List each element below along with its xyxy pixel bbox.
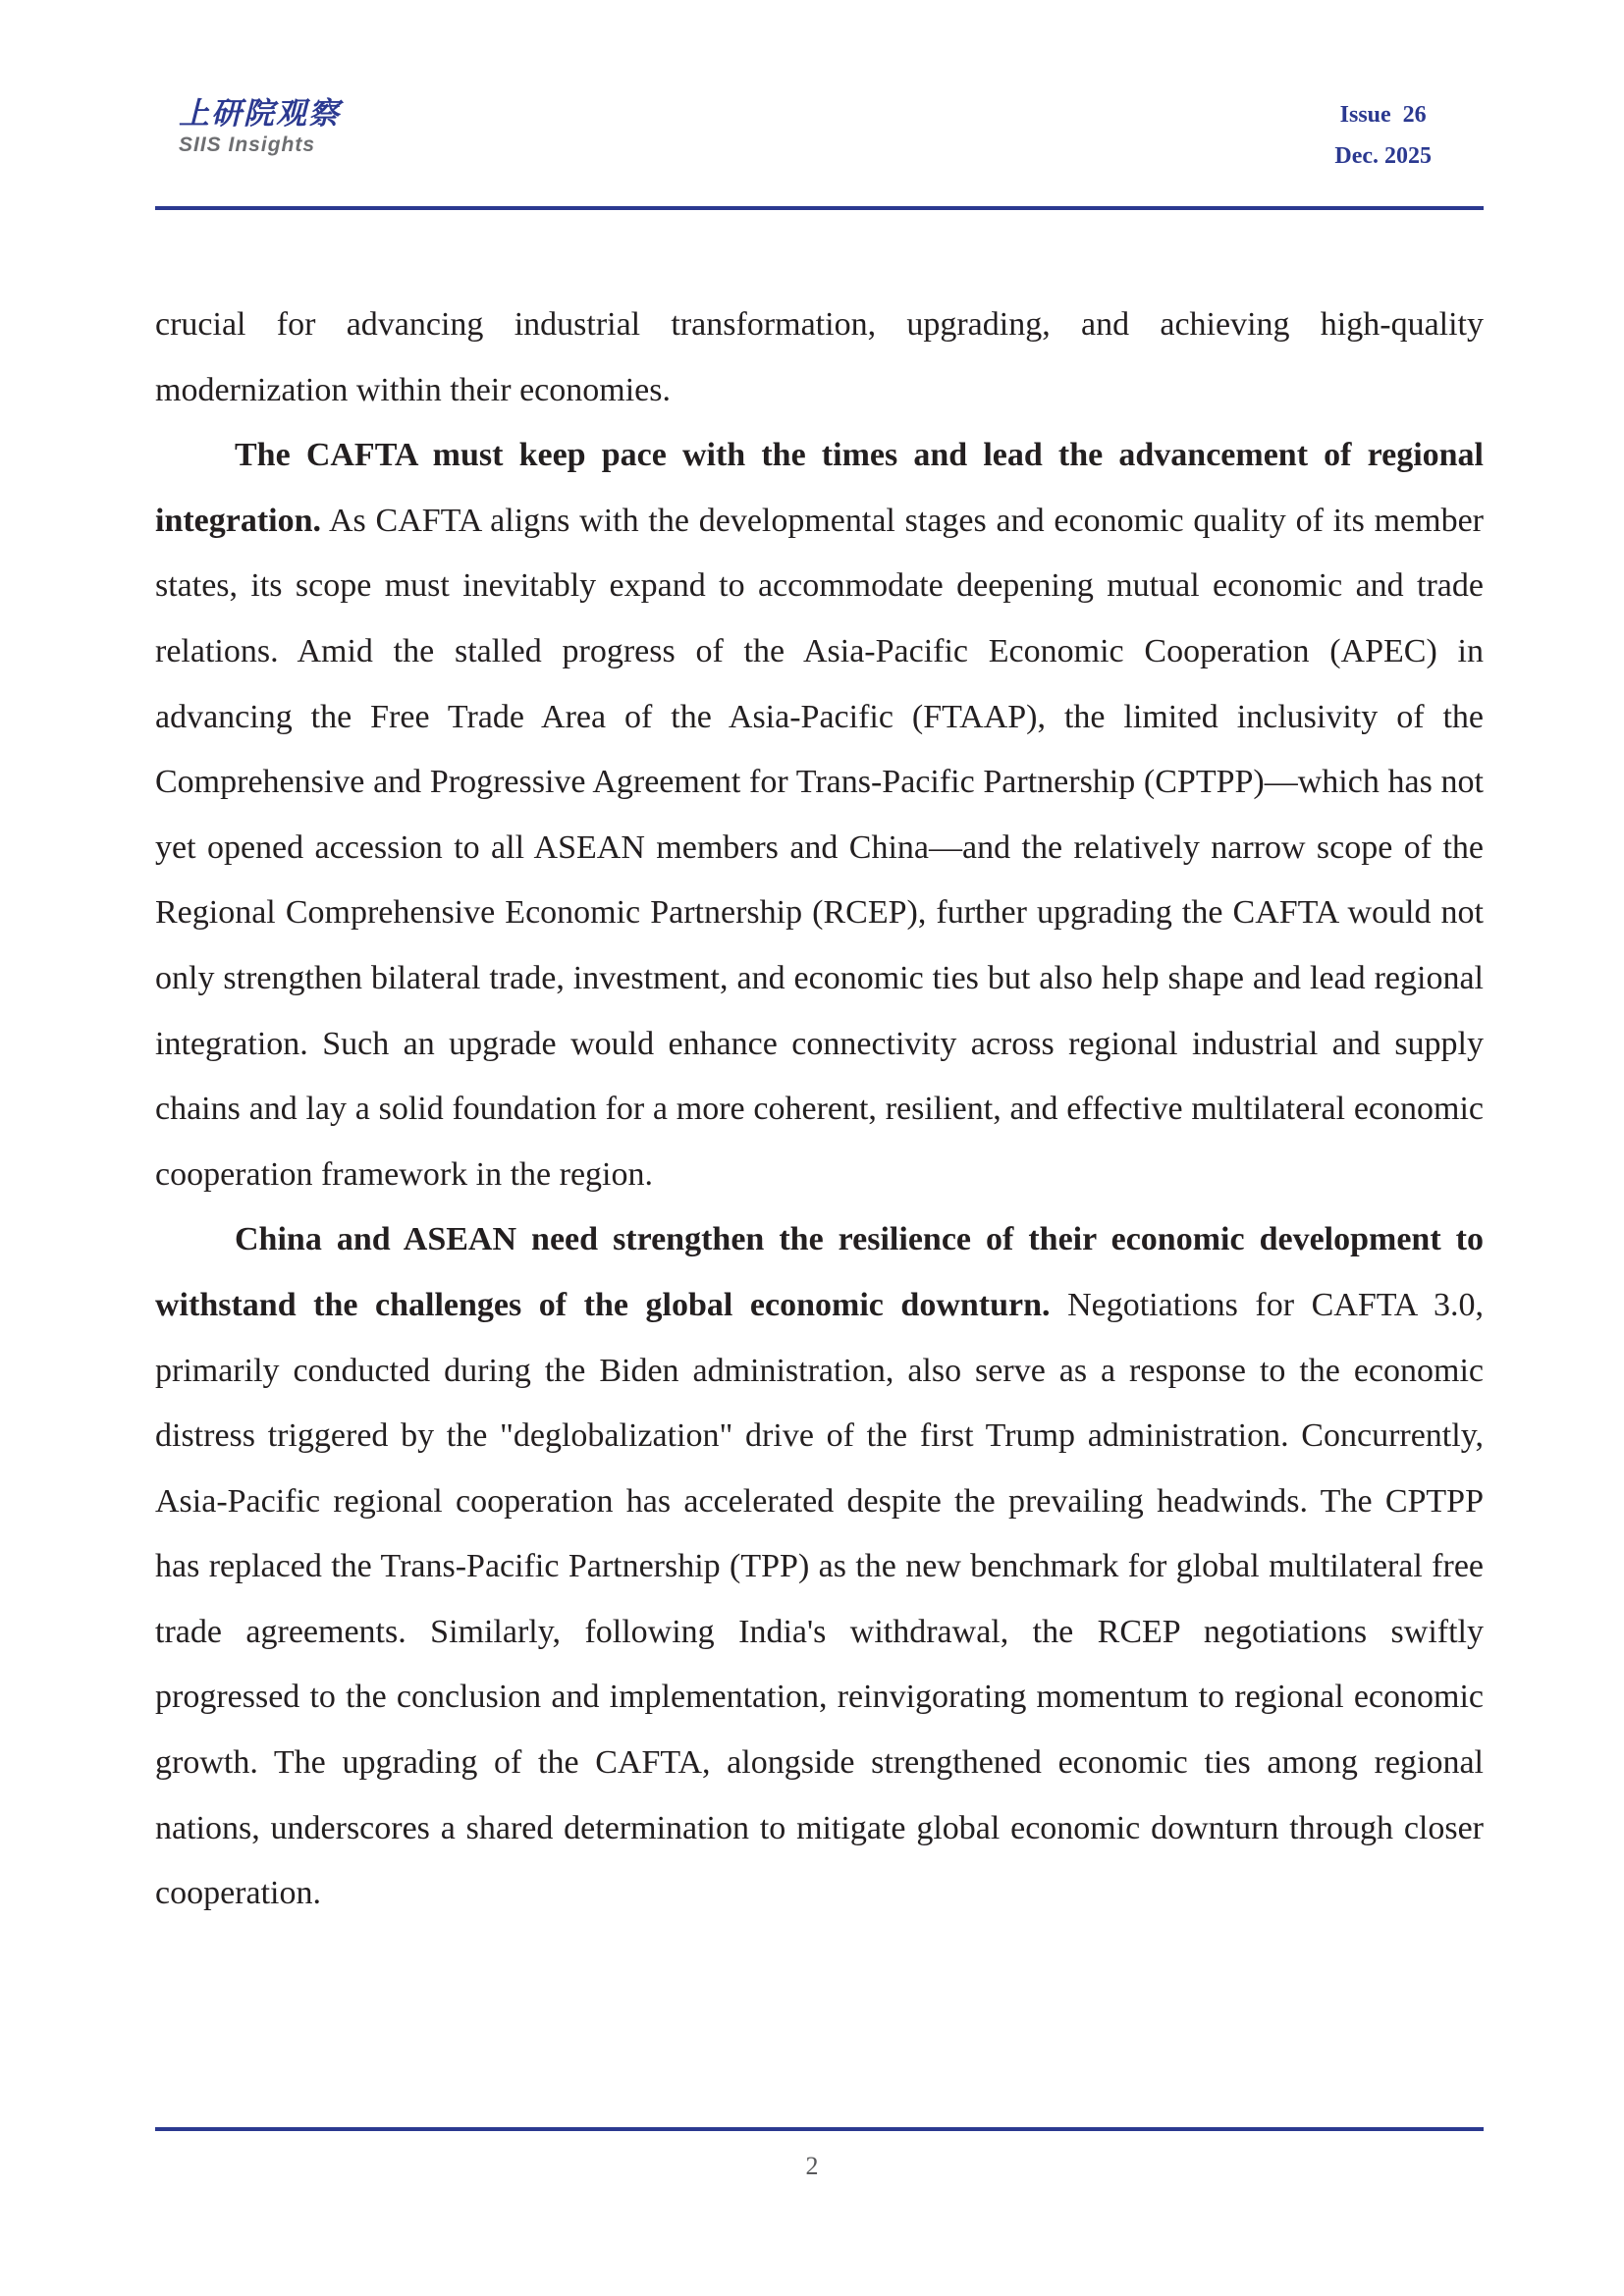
footer-divider	[155, 2127, 1484, 2131]
paragraph-text: Negotiations for CAFTA 3.0, primarily conducted during the Biden administration, also serve as a response to the economic distress triggered by the "deglobalization" drive of the first Trump administration. Concurrently, Asia-Pacific regional cooperation has accelerated despite the prevailing headwinds. The CPTPP has replaced the Trans-Pacific Partnership (TPP) as the new benchmark for global multilateral free trade agreements. Similarly, following India's withdrawal, the RCEP negotiations swiftly progressed to the conclusion and implementation, reinvigorating momentum to regional economic growth. The upgrading of the CAFTA, alongside strengthened economic ties among regional nations, underscores a shared determination to mitigate global economic downturn through closer cooperation.	[155, 1286, 1485, 1912]
siis-logo	[179, 96, 341, 157]
paragraph-resilience	[155, 1207, 1484, 1927]
header-divider	[155, 206, 1484, 210]
issue-info	[1334, 94, 1432, 177]
paragraph-text: crucial for advancing industrial transformation, upgrading, and achieving high-quality modernization within their economies.	[155, 306, 1484, 408]
paragraph-continuation	[155, 293, 1484, 423]
article-body	[155, 293, 1484, 1927]
issue-number: Issue 26	[1339, 102, 1427, 128]
logo-chinese-title: 上研院观察	[179, 96, 341, 132]
issue-date: Dec. 2025	[1334, 143, 1432, 169]
logo-english-title: SIIS Insights	[179, 133, 316, 156]
page-number: 2	[805, 2152, 819, 2180]
paragraph-heading: The CAFTA must keep pace with the times and lead the advancement of regional integration.	[155, 437, 1484, 539]
paragraph-heading: China and ASEAN need strengthen the resilience of their economic development to withstand the challenges of the global economic downturn.	[155, 1221, 1484, 1323]
paragraph-text: As CAFTA aligns with the developmental stages and economic quality of its member states, its scope must inevitably expand to accommodate deepening mutual economic and trade relations. Amid the stalled progress of the Asia-Pacific Economic Cooperation (APEC) in advancing the Free Trade Area of the Asia-Pacific (FTAAP), the limited inclusivity of the Comprehensive and Progressive Agreement for Trans-Pacific Partnership (CPTPP)—which has not yet opened accession to all ASEAN members and China—and the relatively narrow scope of the Regional Comprehensive Economic Partnership (RCEP), further upgrading the CAFTA would not only strengthen bilateral trade, investment, and economic ties but also help shape and lead regional integration. Such an upgrade would enhance connectivity across regional industrial and supply chains and lay a solid foundation for a more coherent, resilient, and effective multilateral economic cooperation framework in the region.	[155, 502, 1484, 1193]
paragraph-cafta-integration	[155, 423, 1484, 1207]
